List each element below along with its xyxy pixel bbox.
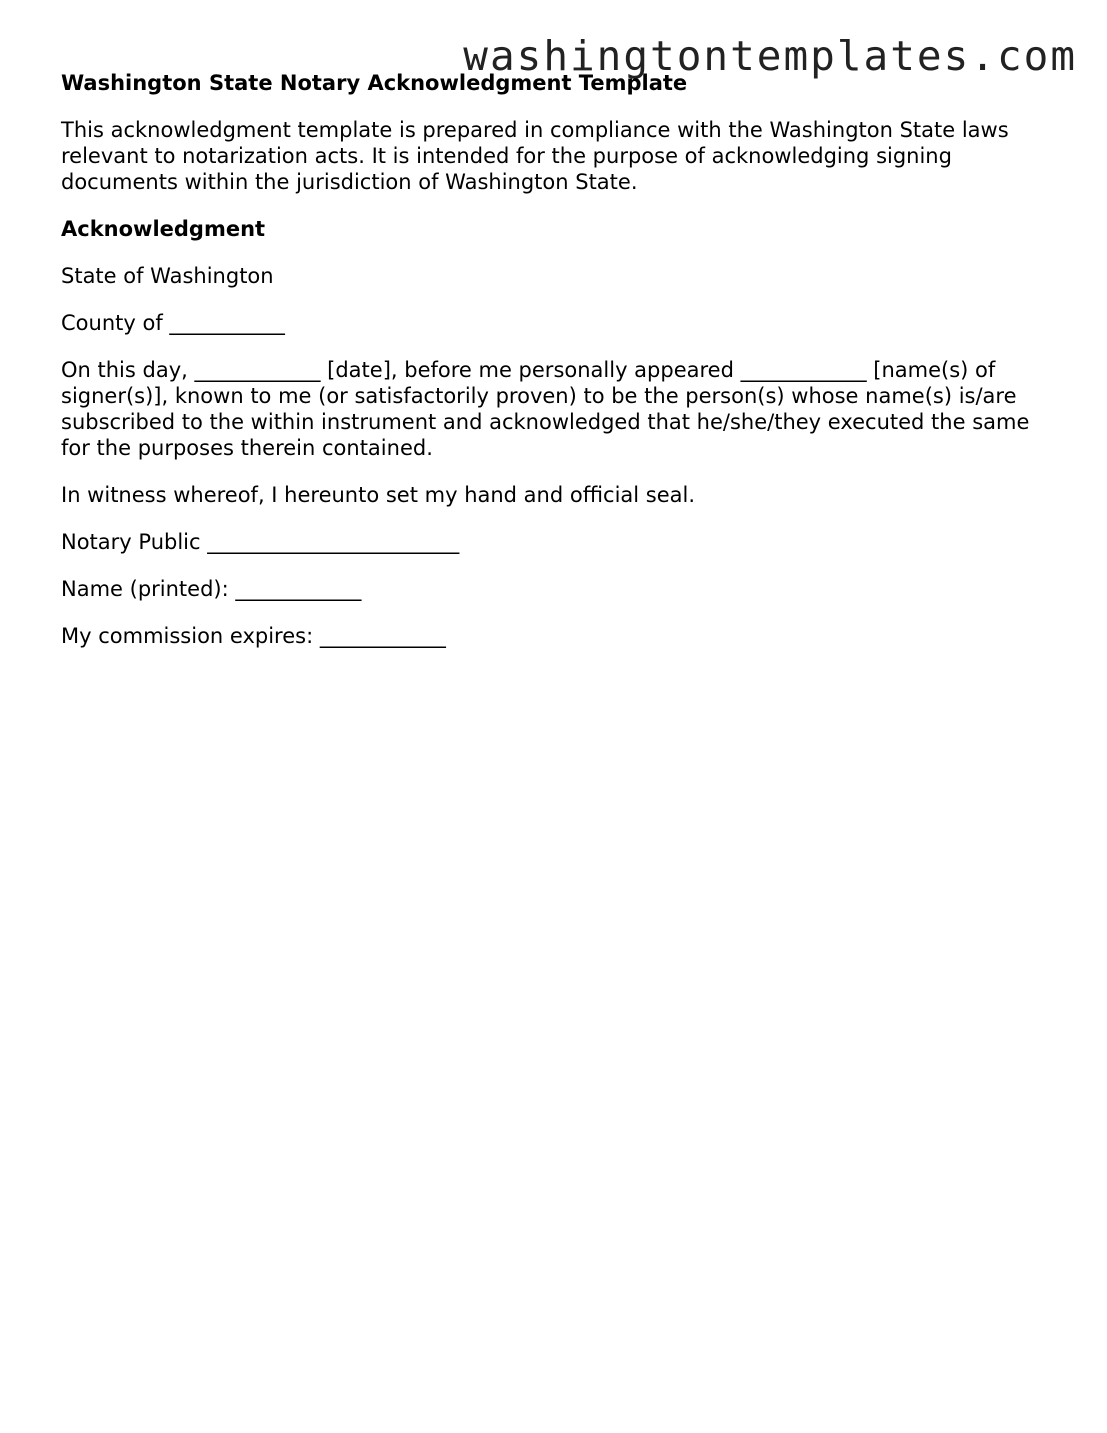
commission-expires-line: My commission expires: ____________ [61,624,446,648]
document-page [61,70,1051,670]
witness-statement: In witness whereof, I hereunto set my hand and official seal. [61,483,696,507]
notary-public-line: Notary Public ________________________ [61,530,460,554]
county-line: County of ___________ [61,311,285,335]
name-printed-line: Name (printed): ____________ [61,577,362,601]
state-line: State of Washington [61,264,274,288]
document-title: Washington State Notary Acknowledgment Template [61,71,688,95]
section-heading: Acknowledgment [61,217,266,241]
watermark: washingtontemplates.com [463,32,1077,80]
intro-paragraph: This acknowledgment template is prepared in compliance with the Washington State laws relevant to notarization acts. It is intended for the purpose of acknowledging signing documents within the jurisdiction of Washington State. [61,118,1009,194]
acknowledgment-body: On this day, ____________ [date], before me personally appeared ____________ [name(s) of signer(s)], known to me (or satisfactorily proven) to be the person(s) whose name(s) is/are subscribed to the within instrument and acknowledged that he/she/they executed the same for the purposes therein contained. [61,358,1030,460]
